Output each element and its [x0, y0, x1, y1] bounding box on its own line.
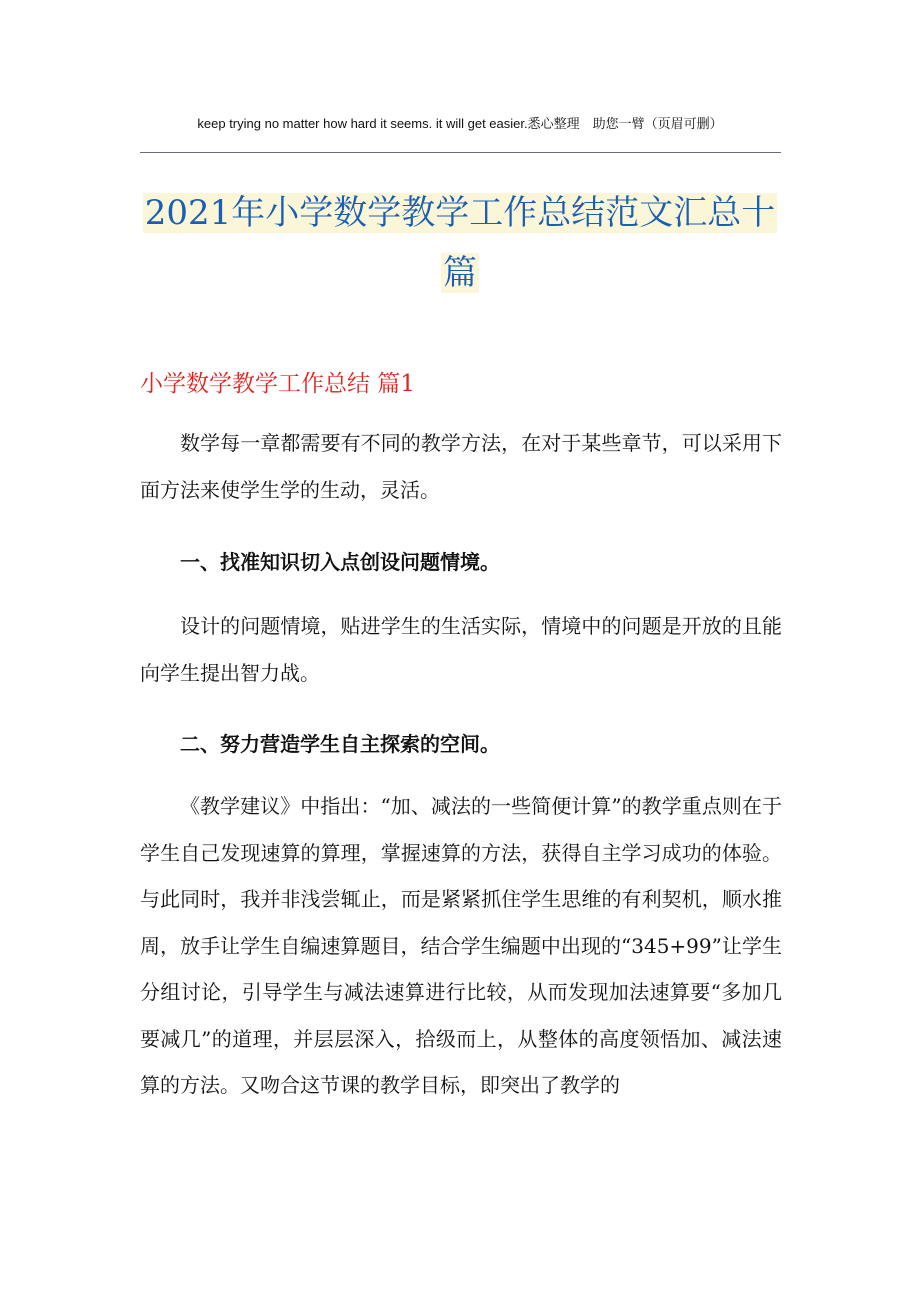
paragraph-2: 设计的问题情境，贴进学生的生活实际，情境中的问题是开放的且能向学生提出智力战。 [140, 614, 782, 685]
subheading-1: 一、找准知识切入点创设问题情境。 [180, 550, 500, 574]
section-heading: 小学数学教学工作总结 篇1 [140, 371, 415, 397]
paragraph-1: 数学每一章都需要有不同的教学方法，在对于某些章节，可以采用下面方法来使学生学的生动，灵活。 [140, 431, 782, 502]
paragraph-3: 《教学建议》中指出：“加、减法的一些简便计算”的教学重点则在于学生自己发现速算的算理，掌握速算的方法，获得自主学习成功的体验。与此同时，我并非浅尝辄止，而是紧紧抓住学生思维的有利契机，顺水推周，放手让学生自编速算题目，结合学生编题中出现的“345+99”让学生分组讨论，引导学生与减法速算进行比较，从而发现加法速算要“多加几要减几”的道理，并层层深入，拾级而上，从整体的高度领悟加、减法速算的方法。又吻合这节课的教学目标，即突出了教学的 [140, 794, 782, 1097]
subheading-2: 二、努力营造学生自主探索的空间。 [180, 732, 500, 756]
header-divider [140, 152, 781, 153]
title-line-2: 篇 [443, 253, 477, 293]
page-header-tagline: keep trying no matter how hard it seems. it will get easier.悉心整理 助您一臂（页眉可删） [197, 116, 723, 131]
document-title [120, 183, 800, 303]
title-line-1: 2021年小学数学教学工作总结范文汇总十 [144, 193, 776, 233]
